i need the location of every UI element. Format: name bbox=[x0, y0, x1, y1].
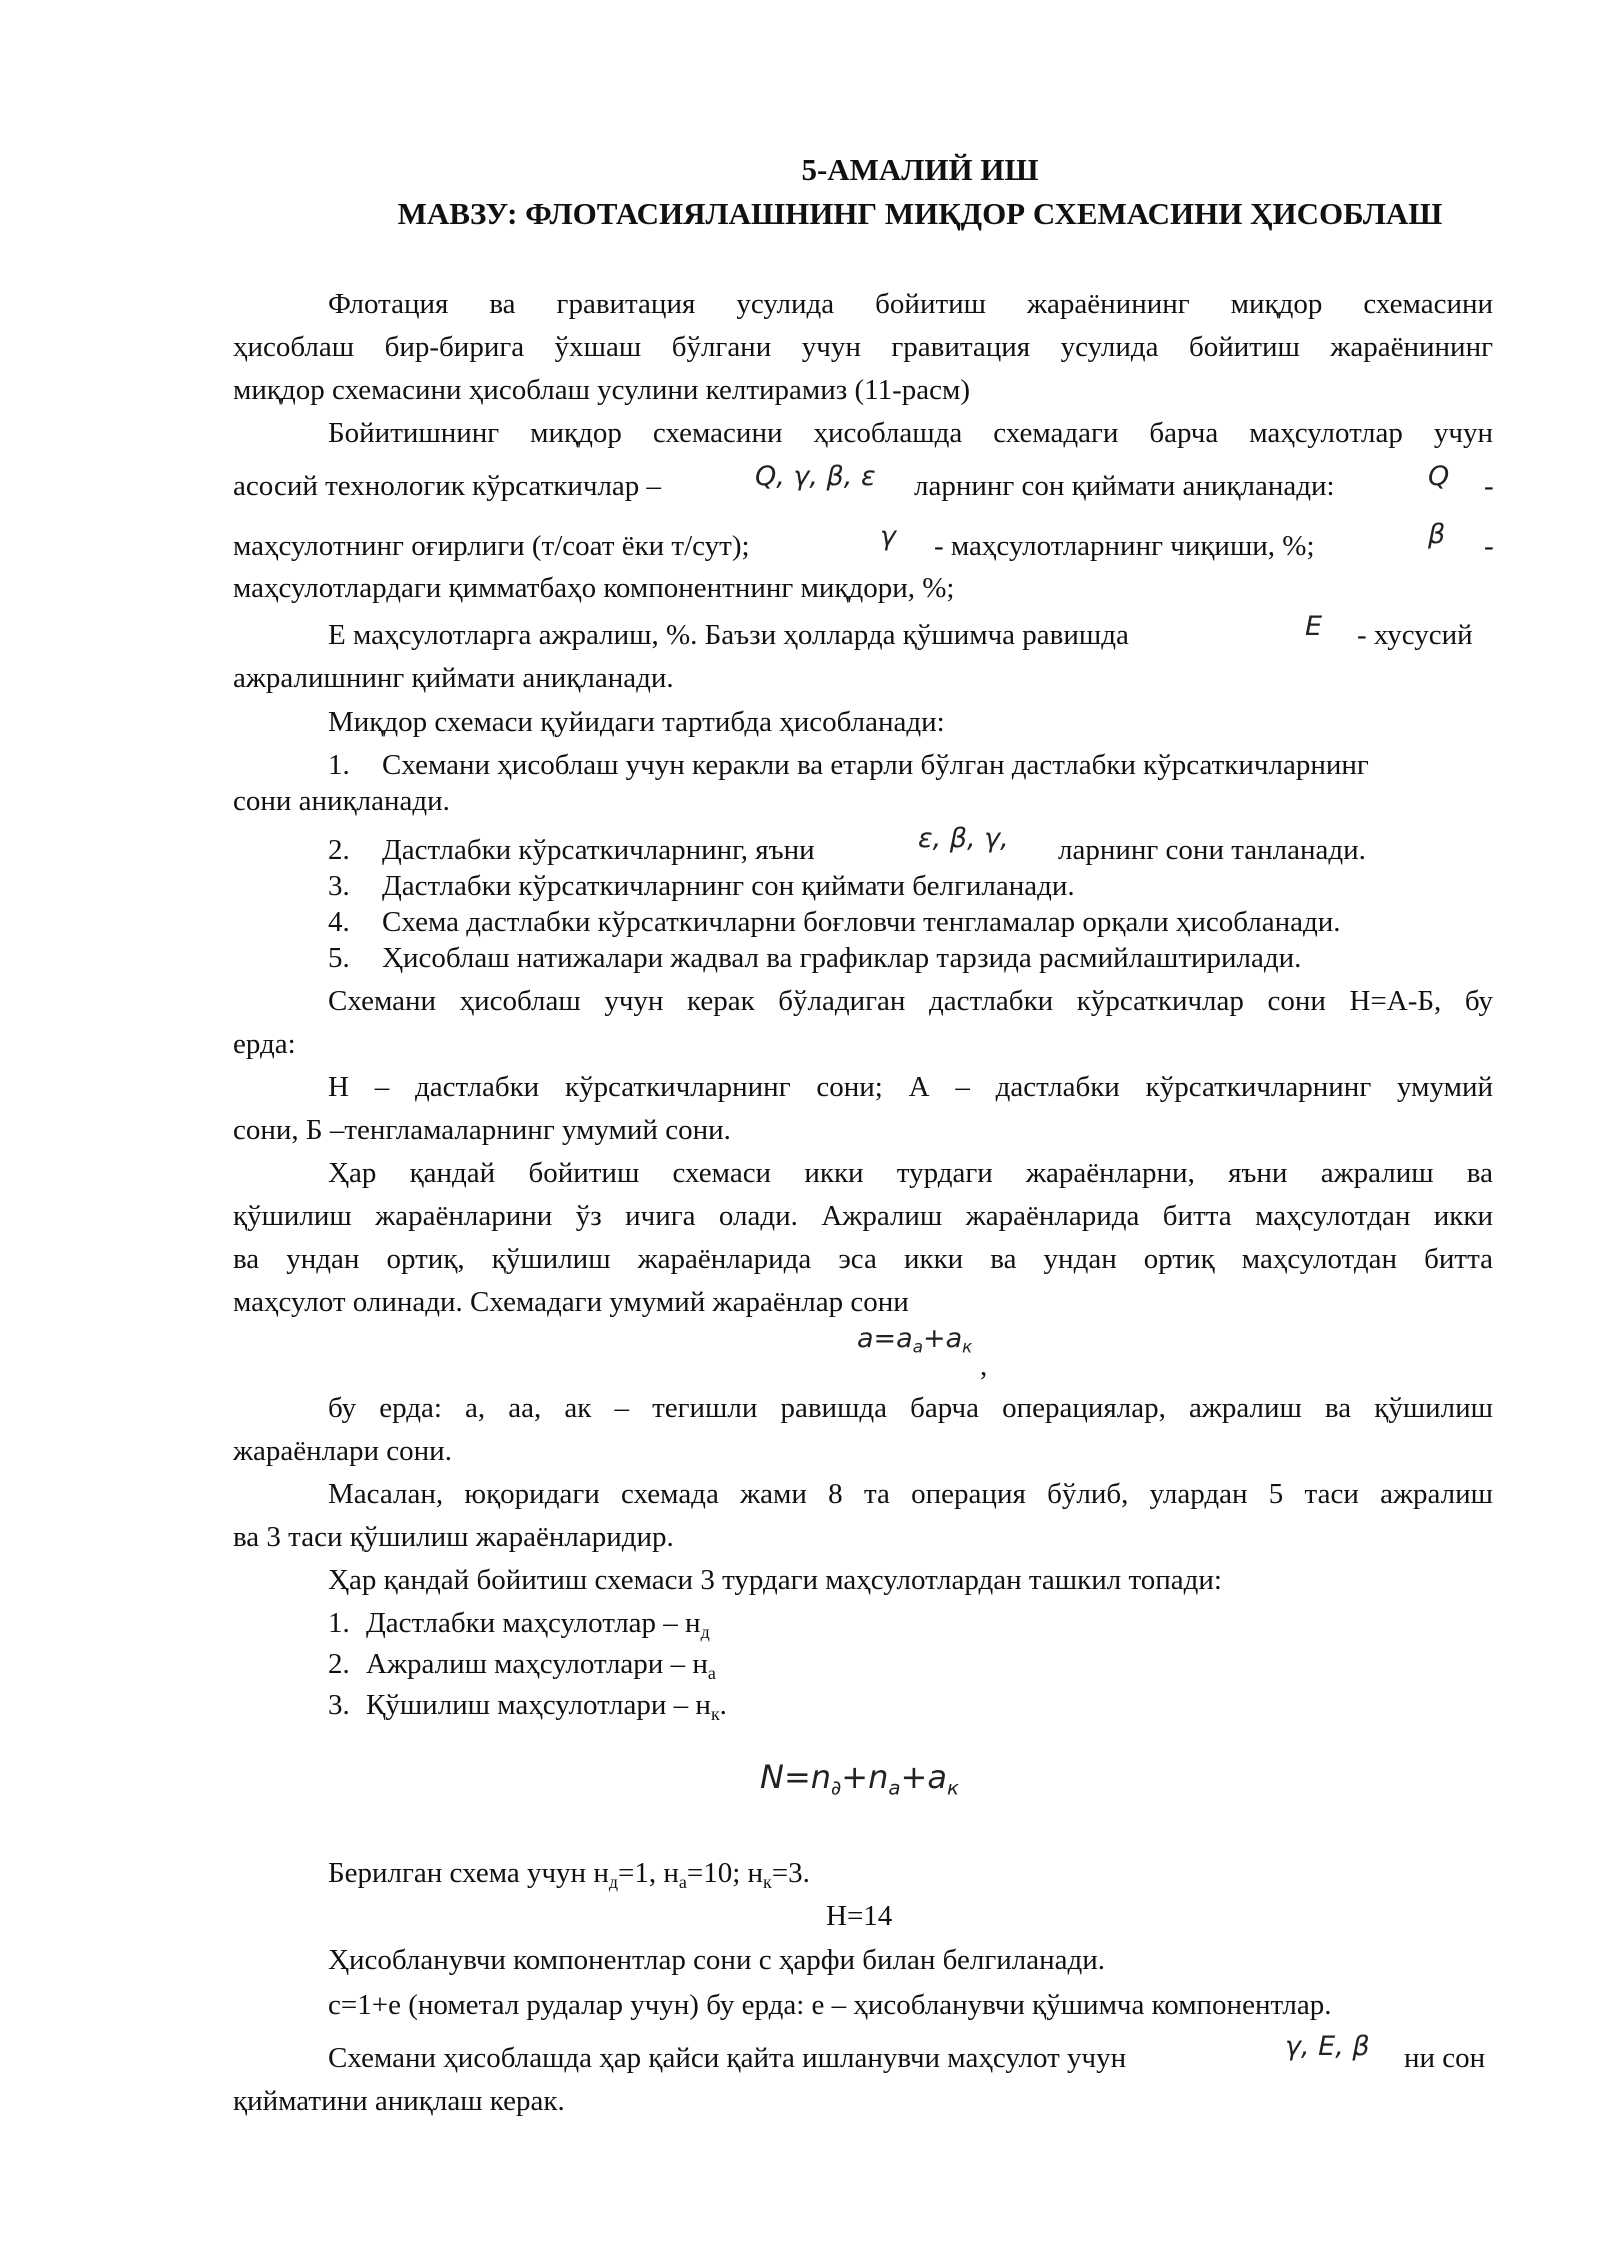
list-number: 1. bbox=[328, 749, 350, 781]
paragraph-text: асосий технологик кўрсаткичлар – bbox=[233, 470, 662, 502]
result-value: Н=14 bbox=[826, 1900, 893, 1932]
list-item-continuation: сони аниқланади. bbox=[233, 785, 450, 817]
paragraph-line: қийматини аниқлаш керак. bbox=[233, 2085, 565, 2117]
paragraph-text: Е маҳсулотларга ажралиш, %. Баъзи ҳолларда қўшимча равишда bbox=[328, 619, 1129, 651]
paragraph-line: Миқдор схемаси қуйидаги тартибда ҳисобланади: bbox=[328, 706, 945, 738]
formula-comma: , bbox=[980, 1350, 988, 1382]
paragraph-line: ерда: bbox=[233, 1028, 296, 1060]
paragraph-text: - хусусий bbox=[1357, 619, 1473, 651]
list-number: 5. bbox=[328, 942, 350, 974]
list-item bbox=[328, 747, 1369, 783]
list-item: 3. Қўшилиш маҳсулотлари – $н_к$. bbox=[328, 1689, 727, 1724]
paragraph-line: қўшилиш жараёнларини ўз ичига олади. Ажралиш жараёнларида битта маҳсулотдан икки bbox=[233, 1200, 1493, 1232]
paragraph-text: ни сон bbox=[1404, 2042, 1486, 2074]
paragraph-line: Масалан, юқоридаги схемада жами 8 та операция бўлиб, улардан 5 таси ажралиш bbox=[328, 1478, 1493, 1510]
paragraph-line: ва ундан ортиқ, қўшилиш жараёнларида эса икки ва ундан ортиқ маҳсулотдан битта bbox=[233, 1243, 1493, 1275]
document-title: 5-АМАЛИЙ ИШ bbox=[801, 152, 1039, 187]
list-item bbox=[328, 904, 1341, 940]
paragraph-line: Ҳисобланувчи компонентлар сони с ҳарфи билан белгиланади. bbox=[328, 1944, 1106, 1976]
paragraph-line: ва 3 таси қўшилиш жараёнларидир. bbox=[233, 1521, 674, 1553]
list-text: Схема дастлабки кўрсаткичларни боғловчи тенгламалар орқали ҳисобланади. bbox=[382, 906, 1341, 938]
math-symbols: γ, E, β bbox=[1285, 2031, 1370, 2062]
paragraph-line: Ҳар қандай бойитиш схемаси 3 турдаги маҳсулотлардан ташкил топади: bbox=[328, 1564, 1222, 1596]
paragraph-line: Н – дастлабки кўрсаткичларнинг сони; А – дастлабки кўрсаткичларнинг умумий bbox=[328, 1071, 1493, 1103]
math-symbol: γ bbox=[880, 521, 896, 552]
paragraph-line: ҳисоблаш бир-бирига ўхшаш бўлгани учун гравитация усулида бойитиш жараёнининг bbox=[233, 331, 1493, 363]
paragraph-line: сони, Б –тенгламаларнинг умумий сони. bbox=[233, 1114, 731, 1146]
paragraph-text: маҳсулотнинг оғирлиги (т/соат ёки т/сут); bbox=[233, 530, 750, 562]
document-subtitle: МАВЗУ: ФЛОТАСИЯЛАШНИНГ МИҚДОР СХЕМАСИНИ ҲИСОБЛАШ bbox=[397, 196, 1443, 231]
list-number: 2. bbox=[328, 834, 350, 866]
paragraph-text: Схемани ҳисоблашда ҳар қайси қайта ишланувчи маҳсулот учун bbox=[328, 2042, 1127, 2074]
paragraph-line: с=1+е (нометал рудалар учун) бу ерда: е – ҳисобланувчи қўшимча компонентлар. bbox=[328, 1989, 1332, 2021]
paragraph-line: бу ерда: а, аа, ак – тегишли равишда барча операциялар, ажралиш ва қўшилиш bbox=[328, 1392, 1493, 1424]
formula-operations: $a=a_a+a_к$ bbox=[857, 1323, 973, 1357]
list-number: 3. bbox=[328, 870, 350, 902]
list-item bbox=[328, 868, 1075, 904]
paragraph-text: ларнинг сон қиймати аниқланади: bbox=[914, 470, 1335, 502]
math-symbol: E bbox=[1305, 611, 1323, 642]
list-number: 4. bbox=[328, 906, 350, 938]
paragraph-line: Схемани ҳисоблаш учун керак бўладиган дастлабки кўрсаткичлар сони Н=А-Б, бу bbox=[328, 985, 1493, 1017]
list-text: ларнинг сони танланади. bbox=[1058, 834, 1366, 866]
math-symbol: Q bbox=[1428, 461, 1450, 492]
math-symbols: ε, β, γ, bbox=[918, 823, 1009, 854]
given-values: Берилган схема учун $н_д=1$, $н_а=10$; $н_к=3$. bbox=[328, 1857, 810, 1892]
paragraph-line: ажралишнинг қиймати аниқланади. bbox=[233, 662, 674, 694]
math-symbols: Q, γ, β, ε bbox=[755, 461, 876, 492]
list-text: Схемани ҳисоблаш учун керакли ва етарли бўлган дастлабки кўрсаткичларнинг bbox=[382, 749, 1369, 781]
list-text: Ҳисоблаш натижалари жадвал ва графиклар тарзида расмийлаштирилади. bbox=[382, 942, 1302, 974]
list-item: 2. Ажралиш маҳсулотлари – $н_а$ bbox=[328, 1648, 716, 1683]
paragraph-line: жараёнлари сони. bbox=[233, 1435, 452, 1467]
paragraph-line: Ҳар қандай бойитиш схемаси икки турдаги жараёнларни, яъни ажралиш ва bbox=[328, 1157, 1493, 1189]
paragraph-line: миқдор схемасини ҳисоблаш усулини келтирамиз (11-расм) bbox=[233, 374, 970, 406]
paragraph-line: маҳсулотлардаги қимматбаҳо компонентнинг миқдори, %; bbox=[233, 572, 955, 604]
paragraph-line: маҳсулот олинади. Схемадаги умумий жараёнлар сони bbox=[233, 1286, 909, 1318]
paragraph-line: Бойитишнинг миқдор схемасини ҳисоблашда схемадаги барча маҳсулотлар учун bbox=[328, 417, 1493, 449]
list-item bbox=[328, 832, 815, 868]
list-item bbox=[328, 940, 1301, 976]
formula-products: $N=n_\partial+n_a+a_к$ bbox=[760, 1758, 959, 1800]
list-text: Дастлабки кўрсаткичларнинг, яъни bbox=[382, 834, 815, 866]
paragraph-line: Флотация ва гравитация усулида бойитиш жараёнининг миқдор схемасини bbox=[328, 288, 1493, 320]
paragraph-text: - bbox=[1484, 470, 1494, 502]
math-symbol: β bbox=[1428, 519, 1446, 550]
paragraph-text: - bbox=[1484, 530, 1494, 562]
list-item: 1. Дастлабки маҳсулотлар – $н_д$ bbox=[328, 1607, 710, 1642]
paragraph-text: - маҳсулотларнинг чиқиши, %; bbox=[934, 530, 1315, 562]
list-text: Дастлабки кўрсаткичларнинг сон қиймати белгиланади. bbox=[382, 870, 1075, 902]
